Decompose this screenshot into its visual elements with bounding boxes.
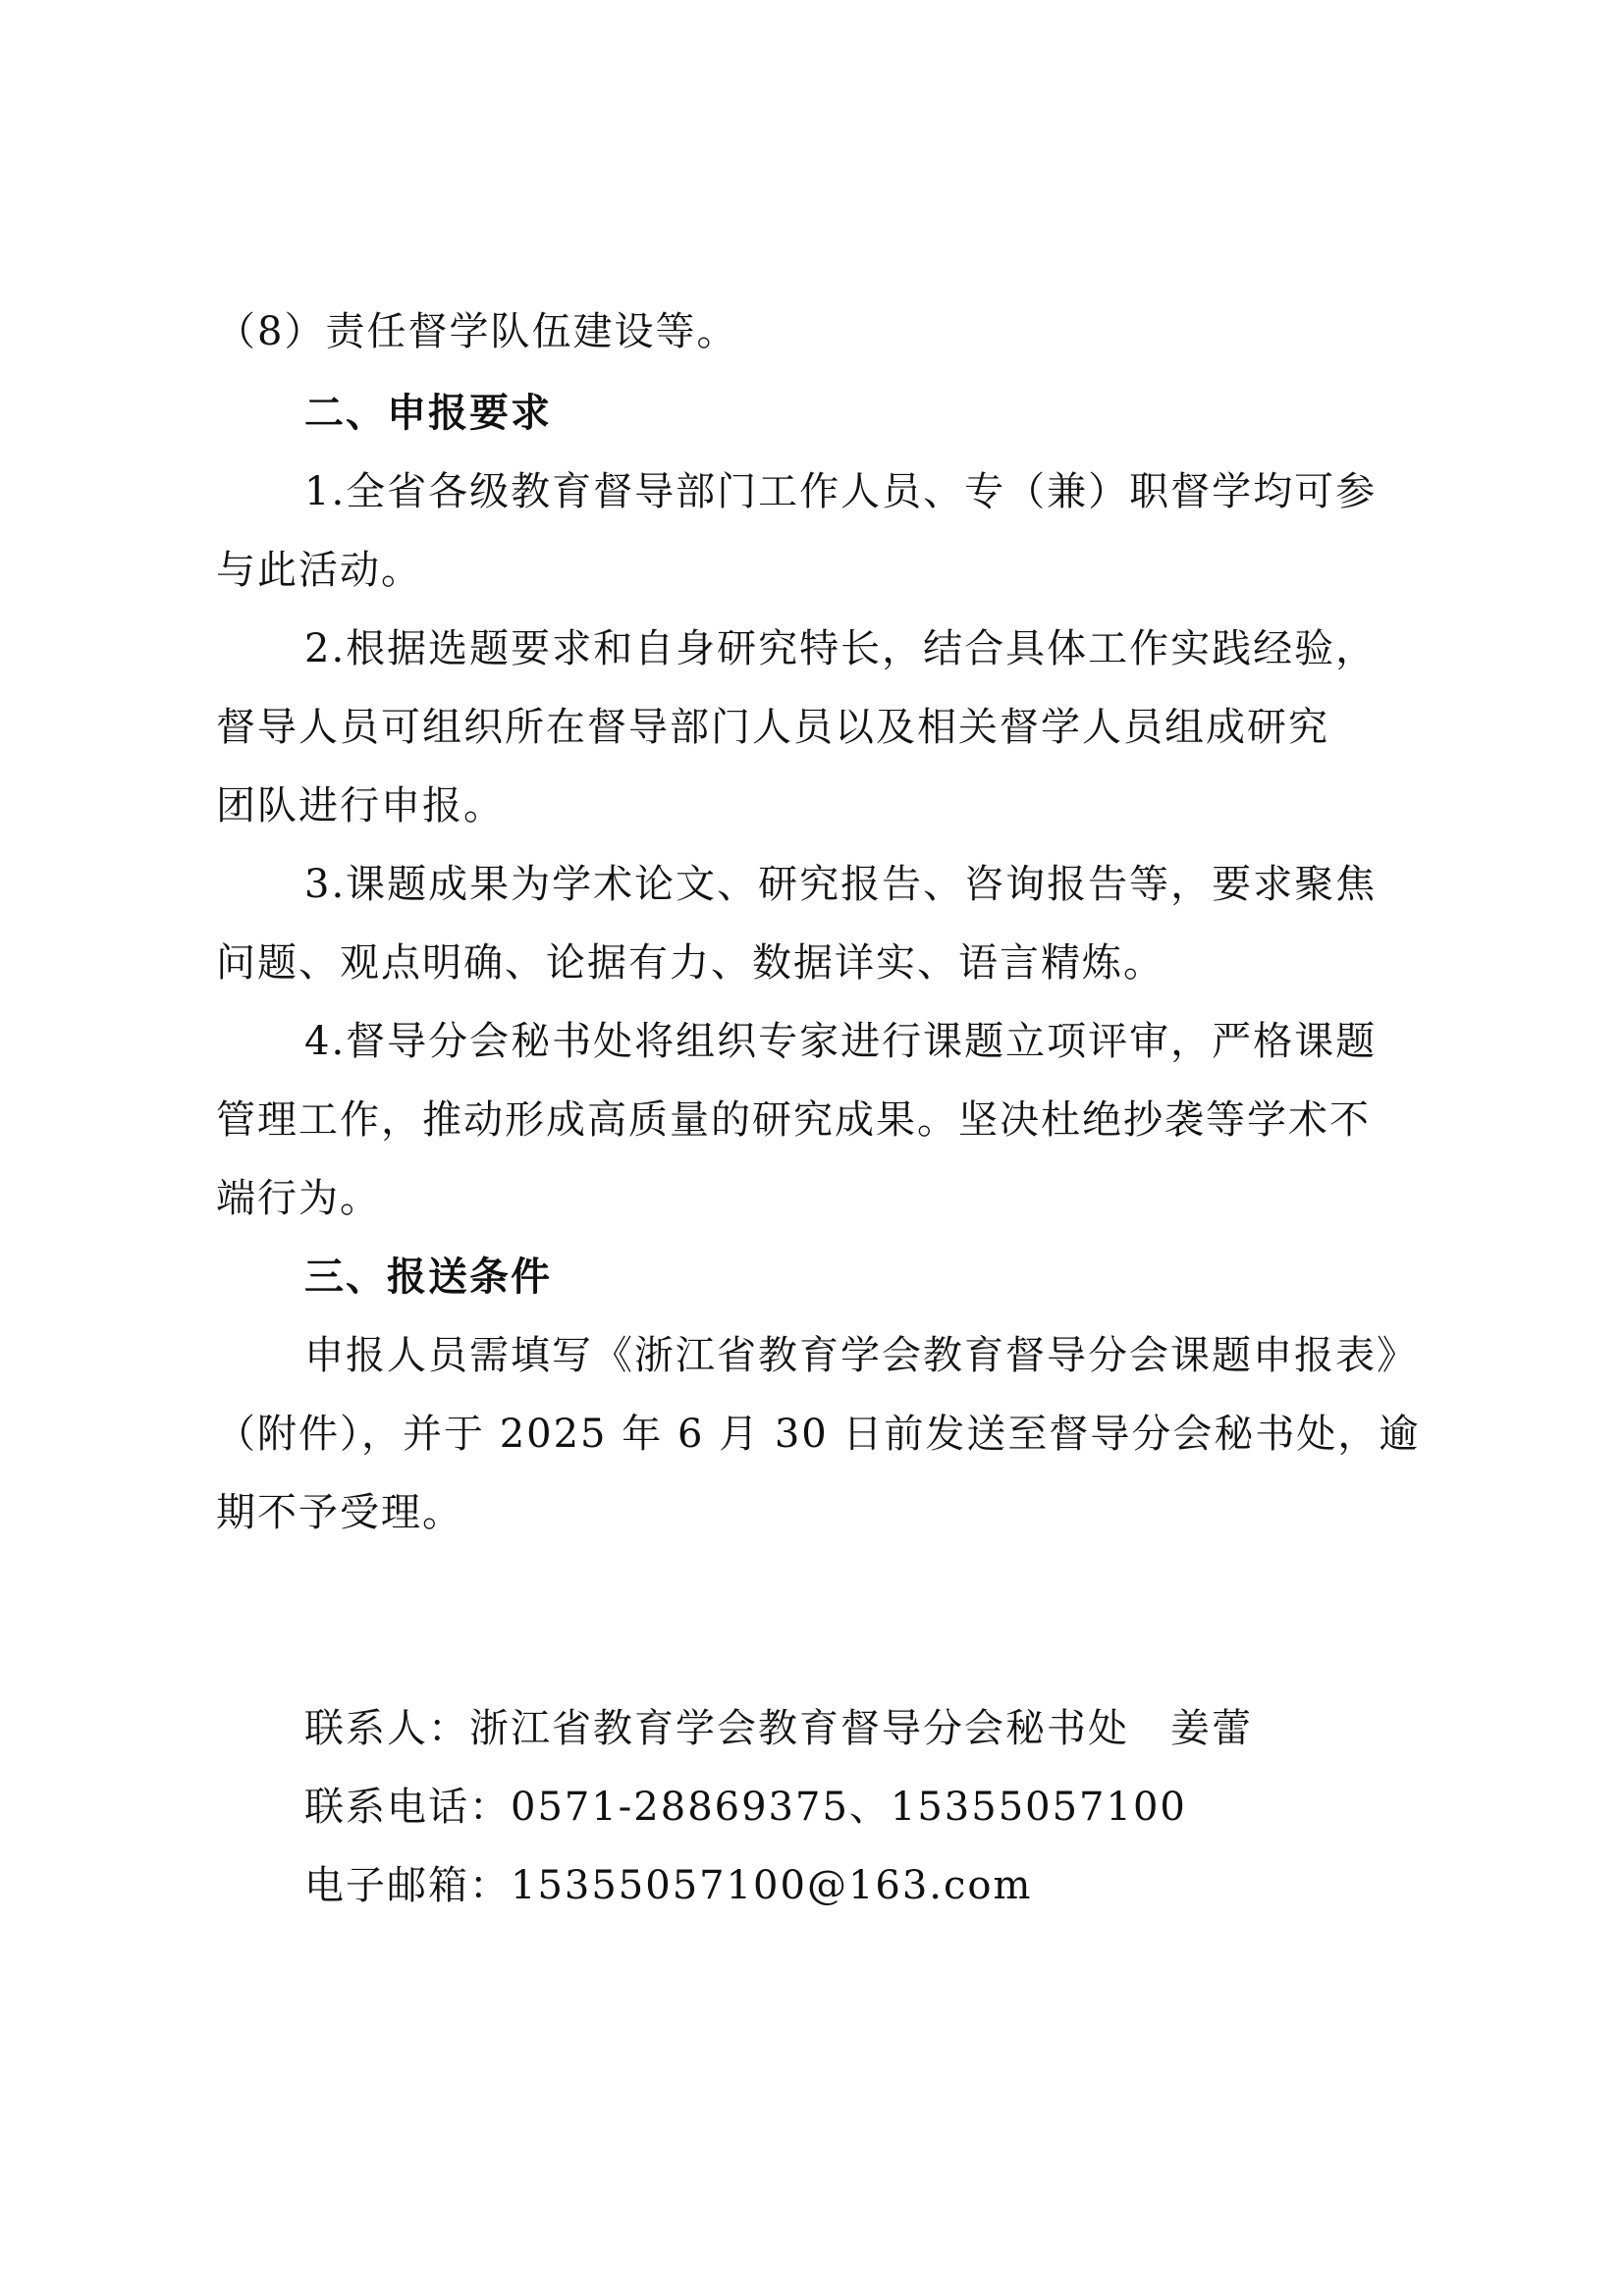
requirement-3-line-1: 3.课题成果为学术论文、研究报告、咨询报告等，要求聚焦 bbox=[304, 862, 1378, 907]
contact-email: 电子邮箱：15355057100@163.com bbox=[304, 1863, 1033, 1908]
contact-person: 联系人：浙江省教育学会教育督导分会秘书处 姜蕾 bbox=[304, 1706, 1253, 1751]
condition-line-2: （附件），并于 2025 年 6 月 30 日前发送至督导分会秘书处，逾 bbox=[216, 1412, 1421, 1457]
contact-phone: 联系电话：0571-28869375、15355057100 bbox=[304, 1785, 1187, 1830]
requirement-4-line-2: 管理工作，推动形成高质量的研究成果。坚决杜绝抄袭等学术不 bbox=[216, 1097, 1371, 1143]
condition-line-1: 申报人员需填写《浙江省教育学会教育督导分会课题申报表》 bbox=[304, 1333, 1418, 1378]
requirement-2-line-1: 2.根据选题要求和自身研究特长，结合具体工作实践经验， bbox=[304, 626, 1378, 671]
requirement-1-line-1: 1.全省各级教育督导部门工作人员、专（兼）职督学均可参 bbox=[304, 469, 1378, 514]
requirement-2-line-3: 团队进行申报。 bbox=[216, 783, 505, 828]
requirement-1-line-2: 与此活动。 bbox=[216, 548, 422, 593]
section-3-heading: 三、报送条件 bbox=[304, 1255, 552, 1300]
requirement-3-line-2: 问题、观点明确、论据有力、数据详实、语言精炼。 bbox=[216, 940, 1164, 986]
requirement-4-line-1: 4.督导分会秘书处将组织专家进行课题立项评审，严格课题 bbox=[304, 1019, 1378, 1064]
item-8-text: （8）责任督学队伍建设等。 bbox=[216, 309, 738, 354]
requirement-4-line-3: 端行为。 bbox=[216, 1176, 381, 1221]
requirement-2-line-2: 督导人员可组织所在督导部门人员以及相关督学人员组成研究 bbox=[216, 705, 1329, 750]
section-2-heading: 二、申报要求 bbox=[304, 391, 552, 436]
condition-line-3: 期不予受理。 bbox=[216, 1490, 463, 1535]
